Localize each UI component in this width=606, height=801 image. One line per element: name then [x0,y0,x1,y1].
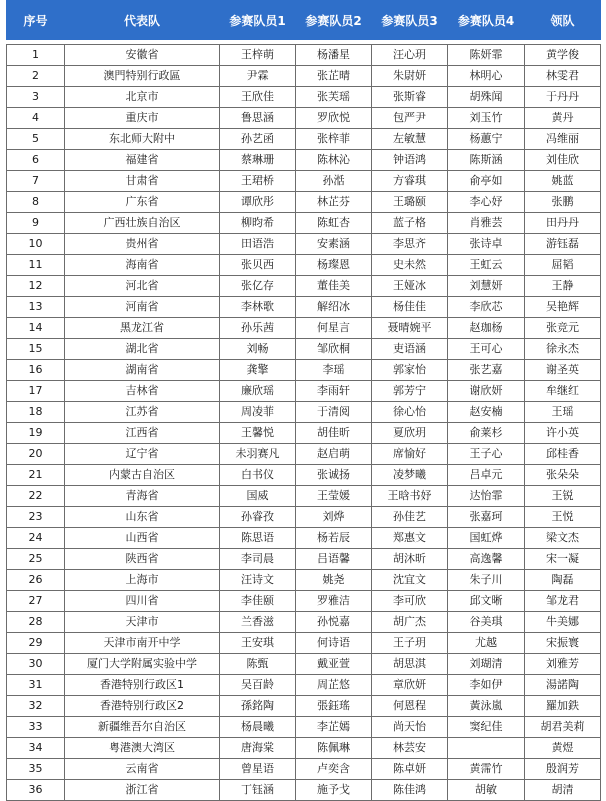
cell-team: 天津市 [65,612,220,633]
cell-member-4: 陈斯涵 [448,150,525,171]
header-member-2: 参赛队员2 [296,1,372,40]
cell-leader: 牛美娜 [525,612,601,633]
table-row [7,129,601,150]
cell-member-2: 杨璨恩 [296,255,372,276]
cell-team: 安徽省 [65,45,220,66]
table-row [7,549,601,570]
cell-index: 7 [7,171,65,192]
cell-member-2: 李雨轩 [296,381,372,402]
cell-index: 12 [7,276,65,297]
cell-leader: 刘佳欣 [525,150,601,171]
table-row [7,108,601,129]
cell-member-1: 尹霖 [220,66,296,87]
cell-leader: 梁文杰 [525,528,601,549]
cell-index: 17 [7,381,65,402]
cell-leader: 张鹏 [525,192,601,213]
cell-member-2: 姚尧 [296,570,372,591]
table-row [7,234,601,255]
cell-leader: 许小英 [525,423,601,444]
cell-member-4: 俞莱杉 [448,423,525,444]
cell-leader: 胡君美莉 [525,717,601,738]
cell-member-4: 胡殊闻 [448,87,525,108]
cell-team: 内蒙古自治区 [65,465,220,486]
cell-member-1: 吴百龄 [220,675,296,696]
cell-member-4: 朱子川 [448,570,525,591]
cell-member-3: 陈卓妍 [372,759,448,780]
cell-member-2: 李芷嫣 [296,717,372,738]
cell-member-2: 孙悦嘉 [296,612,372,633]
cell-leader: 王静 [525,276,601,297]
cell-leader: 邹龙君 [525,591,601,612]
cell-index: 2 [7,66,65,87]
table-row [7,45,601,66]
cell-index: 29 [7,633,65,654]
cell-member-2: 何星言 [296,318,372,339]
cell-member-3: 胡沐昕 [372,549,448,570]
table-row [7,507,601,528]
cell-member-2: 李瑶 [296,360,372,381]
cell-member-3: 章欣妍 [372,675,448,696]
cell-member-3: 孙佳艺 [372,507,448,528]
cell-member-4: 李心妤 [448,192,525,213]
cell-member-1: 张亿存 [220,276,296,297]
cell-team: 上海市 [65,570,220,591]
cell-member-4: 王虹云 [448,255,525,276]
cell-member-4: 高逸馨 [448,549,525,570]
cell-member-2: 罗雅洁 [296,591,372,612]
cell-leader: 于丹丹 [525,87,601,108]
cell-member-4: 张嘉珂 [448,507,525,528]
cell-leader: 殷润芳 [525,759,601,780]
header-member-4: 参赛队员4 [448,1,525,40]
cell-leader: 屈韬 [525,255,601,276]
table-row [7,717,601,738]
cell-member-3: 李可欣 [372,591,448,612]
cell-team: 山东省 [65,507,220,528]
cell-member-3: 凌梦曦 [372,465,448,486]
cell-member-4: 邱文晰 [448,591,525,612]
cell-member-1: 龚擎 [220,360,296,381]
cell-index: 15 [7,339,65,360]
cell-team: 东北师大附中 [65,129,220,150]
cell-member-3: 方睿琪 [372,171,448,192]
cell-member-4: 黃泳嵐 [448,696,525,717]
cell-member-3: 郑惠文 [372,528,448,549]
header-index: 序号 [7,1,65,40]
cell-team: 福建省 [65,150,220,171]
cell-leader: 王瑶 [525,402,601,423]
cell-member-4: 王可心 [448,339,525,360]
cell-index: 20 [7,444,65,465]
cell-member-4 [448,738,525,759]
cell-member-4: 刘玉竹 [448,108,525,129]
cell-leader: 牟继红 [525,381,601,402]
cell-leader: 游钰磊 [525,234,601,255]
cell-index: 32 [7,696,65,717]
cell-member-1: 李佳颐 [220,591,296,612]
cell-member-3: 王璐颐 [372,192,448,213]
cell-leader: 张朵朵 [525,465,601,486]
cell-index: 1 [7,45,65,66]
cell-team: 江西省 [65,423,220,444]
table-row [7,360,601,381]
table-row [7,675,601,696]
cell-member-1: 兰香滋 [220,612,296,633]
cell-team: 天津市南开中学 [65,633,220,654]
cell-member-4: 谢欣妍 [448,381,525,402]
cell-member-4: 赵安楠 [448,402,525,423]
cell-member-1: 唐海棠 [220,738,296,759]
table-row [7,171,601,192]
cell-member-1: 王馨悦 [220,423,296,444]
cell-member-2: 戴亚萱 [296,654,372,675]
cell-member-1: 孙乐茜 [220,318,296,339]
header-member-3: 参赛队员3 [372,1,448,40]
table-row [7,759,601,780]
cell-member-1: 张贝西 [220,255,296,276]
cell-member-3: 史未然 [372,255,448,276]
cell-member-1: 孫銘陶 [220,696,296,717]
cell-member-3: 汪心玥 [372,45,448,66]
cell-team: 北京市 [65,87,220,108]
cell-index: 16 [7,360,65,381]
cell-member-4: 肖雅芸 [448,213,525,234]
cell-member-1: 周凌菲 [220,402,296,423]
cell-leader: 谢圣英 [525,360,601,381]
cell-team: 陕西省 [65,549,220,570]
table-body [7,40,601,801]
cell-member-2: 施予戈 [296,780,372,801]
cell-team: 香港特别行政区2 [65,696,220,717]
cell-member-4: 俞亭如 [448,171,525,192]
table-row [7,528,601,549]
cell-index: 9 [7,213,65,234]
cell-leader: 黄学俊 [525,45,601,66]
cell-team: 广西壮族自治区 [65,213,220,234]
table-row [7,612,601,633]
cell-team: 河北省 [65,276,220,297]
table-row [7,633,601,654]
cell-member-4: 吕卓元 [448,465,525,486]
cell-member-2: 陈虹杏 [296,213,372,234]
cell-member-1: 蔡琳珊 [220,150,296,171]
cell-member-1: 杨晨曦 [220,717,296,738]
cell-member-1: 丁钰涵 [220,780,296,801]
cell-member-2: 董佳美 [296,276,372,297]
table-row [7,444,601,465]
cell-index: 30 [7,654,65,675]
cell-member-2: 張鈺瑤 [296,696,372,717]
cell-index: 34 [7,738,65,759]
cell-leader: 陶磊 [525,570,601,591]
cell-index: 8 [7,192,65,213]
cell-leader: 张竞元 [525,318,601,339]
roster-table [6,0,601,801]
cell-leader: 田丹丹 [525,213,601,234]
cell-member-2: 林芷芬 [296,192,372,213]
cell-team: 香港特别行政区1 [65,675,220,696]
cell-index: 4 [7,108,65,129]
cell-member-1: 柳昀希 [220,213,296,234]
header-member-1: 参赛队员1 [220,1,296,40]
cell-team: 澳門特别行政區 [65,66,220,87]
cell-leader: 王悦 [525,507,601,528]
table-row [7,192,601,213]
cell-member-1: 曾星语 [220,759,296,780]
cell-index: 11 [7,255,65,276]
cell-member-3: 胡思淇 [372,654,448,675]
cell-member-2: 张梓菲 [296,129,372,150]
cell-member-4: 窦纪佳 [448,717,525,738]
cell-member-2: 卢奕含 [296,759,372,780]
cell-leader: 羅加鉄 [525,696,601,717]
cell-member-1: 田语浩 [220,234,296,255]
cell-member-1: 陈思语 [220,528,296,549]
cell-team: 辽宁省 [65,444,220,465]
cell-member-4: 陈妍霏 [448,45,525,66]
cell-member-3: 张斯睿 [372,87,448,108]
cell-team: 青海省 [65,486,220,507]
cell-team: 贵州省 [65,234,220,255]
cell-leader: 冯维丽 [525,129,601,150]
cell-team: 云南省 [65,759,220,780]
cell-member-4: 刘慧妍 [448,276,525,297]
cell-member-3: 何恩程 [372,696,448,717]
cell-index: 5 [7,129,65,150]
cell-member-3: 钟语鸿 [372,150,448,171]
cell-member-3: 王娅冰 [372,276,448,297]
cell-member-2: 陈佩琳 [296,738,372,759]
table-row [7,381,601,402]
table-header-row [7,1,601,40]
cell-member-1: 陈甄 [220,654,296,675]
cell-index: 14 [7,318,65,339]
table-row [7,87,601,108]
cell-index: 3 [7,87,65,108]
cell-member-4: 尤越 [448,633,525,654]
cell-team: 四川省 [65,591,220,612]
cell-member-4: 达怡霏 [448,486,525,507]
cell-member-4: 国虹烨 [448,528,525,549]
cell-team: 甘肃省 [65,171,220,192]
cell-member-1: 汪诗文 [220,570,296,591]
roster-table-container [6,0,600,801]
cell-member-4: 黄霈竹 [448,759,525,780]
cell-leader: 吴艳辉 [525,297,601,318]
cell-index: 18 [7,402,65,423]
table-row [7,654,601,675]
cell-team: 黑龙江省 [65,318,220,339]
cell-team: 海南省 [65,255,220,276]
cell-member-3: 席愉好 [372,444,448,465]
table-row [7,255,601,276]
cell-index: 25 [7,549,65,570]
table-row [7,696,601,717]
cell-member-3: 王晗书妤 [372,486,448,507]
cell-leader: 宋振寰 [525,633,601,654]
cell-member-3: 包严尹 [372,108,448,129]
cell-leader: 邱桂香 [525,444,601,465]
table-row [7,486,601,507]
cell-leader: 姚蓝 [525,171,601,192]
cell-member-4: 张艺嘉 [448,360,525,381]
cell-member-3: 陈佳鸿 [372,780,448,801]
cell-member-4: 杨蕙宁 [448,129,525,150]
table-row [7,402,601,423]
cell-leader: 王锐 [525,486,601,507]
cell-member-2: 周芷悠 [296,675,372,696]
cell-index: 21 [7,465,65,486]
cell-member-2: 解绍冰 [296,297,372,318]
cell-leader: 林雯君 [525,66,601,87]
table-row [7,318,601,339]
cell-member-1: 孙艺函 [220,129,296,150]
cell-member-3: 李思齐 [372,234,448,255]
cell-member-3: 夏欣玥 [372,423,448,444]
cell-team: 吉林省 [65,381,220,402]
cell-member-1: 刘畅 [220,339,296,360]
cell-member-3: 左敏慧 [372,129,448,150]
cell-member-2: 刘烨 [296,507,372,528]
cell-leader: 黄煜 [525,738,601,759]
cell-member-2: 何诗语 [296,633,372,654]
cell-index: 28 [7,612,65,633]
cell-index: 19 [7,423,65,444]
cell-team: 新疆维吾尔自治区 [65,717,220,738]
cell-member-3: 尚天怡 [372,717,448,738]
table-row [7,213,601,234]
cell-member-3: 吏语涵 [372,339,448,360]
cell-member-3: 沈宜文 [372,570,448,591]
cell-member-2: 孙湉 [296,171,372,192]
cell-member-2: 邹欣桐 [296,339,372,360]
cell-member-3: 蓝子格 [372,213,448,234]
cell-member-1: 王安琪 [220,633,296,654]
cell-member-1: 李司晨 [220,549,296,570]
cell-member-3: 郭家怡 [372,360,448,381]
header-leader: 领队 [525,1,601,40]
cell-leader: 胡清 [525,780,601,801]
table-row [7,423,601,444]
cell-member-4: 王子心 [448,444,525,465]
cell-team: 重庆市 [65,108,220,129]
cell-member-1: 白书仪 [220,465,296,486]
cell-member-1: 王珺桥 [220,171,296,192]
cell-member-2: 安素涵 [296,234,372,255]
cell-member-1: 廉欣瑶 [220,381,296,402]
cell-leader: 湯諾陶 [525,675,601,696]
cell-index: 22 [7,486,65,507]
cell-member-2: 张诚扬 [296,465,372,486]
cell-member-1: 李林歌 [220,297,296,318]
cell-leader: 黄丹 [525,108,601,129]
cell-member-2: 杨若辰 [296,528,372,549]
cell-index: 31 [7,675,65,696]
cell-index: 24 [7,528,65,549]
cell-leader: 刘雅芳 [525,654,601,675]
cell-member-4: 李欣芯 [448,297,525,318]
cell-member-2: 胡佳昕 [296,423,372,444]
cell-index: 23 [7,507,65,528]
cell-member-4: 林明心 [448,66,525,87]
cell-member-4: 谷美琪 [448,612,525,633]
cell-member-1: 孙睿孜 [220,507,296,528]
table-row [7,339,601,360]
cell-index: 26 [7,570,65,591]
cell-member-2: 张芷晴 [296,66,372,87]
cell-index: 36 [7,780,65,801]
cell-index: 10 [7,234,65,255]
cell-member-2: 于清阅 [296,402,372,423]
cell-member-3: 郭芳宁 [372,381,448,402]
table-row [7,465,601,486]
cell-team: 广东省 [65,192,220,213]
cell-member-2: 罗欣悦 [296,108,372,129]
table-row [7,570,601,591]
cell-member-4: 胡敏 [448,780,525,801]
cell-member-2: 杨潘星 [296,45,372,66]
cell-member-3: 王子玥 [372,633,448,654]
cell-member-2: 陈林沁 [296,150,372,171]
cell-member-2: 张芙瑶 [296,87,372,108]
cell-team: 浙江省 [65,780,220,801]
table-row [7,297,601,318]
header-team: 代表队 [65,1,220,40]
table-row [7,591,601,612]
table-row [7,150,601,171]
cell-member-2: 王莹媛 [296,486,372,507]
cell-member-4: 刘瑚清 [448,654,525,675]
cell-index: 27 [7,591,65,612]
cell-team: 湖南省 [65,360,220,381]
cell-member-3: 聂晴婉平 [372,318,448,339]
cell-member-1: 谭欣彤 [220,192,296,213]
cell-member-3: 林芸安 [372,738,448,759]
cell-index: 35 [7,759,65,780]
cell-member-1: 鲁思涵 [220,108,296,129]
cell-leader: 宋一凝 [525,549,601,570]
cell-team: 河南省 [65,297,220,318]
table-row [7,276,601,297]
cell-member-4: 张诗卓 [448,234,525,255]
cell-index: 33 [7,717,65,738]
cell-index: 13 [7,297,65,318]
cell-member-1: 未羽赛凡 [220,444,296,465]
cell-team: 湖北省 [65,339,220,360]
cell-member-3: 杨佳佳 [372,297,448,318]
cell-leader: 徐永杰 [525,339,601,360]
cell-member-3: 胡广杰 [372,612,448,633]
cell-team: 粤港澳大湾区 [65,738,220,759]
table-row [7,66,601,87]
cell-team: 山西省 [65,528,220,549]
cell-member-1: 国威 [220,486,296,507]
cell-member-1: 王欣佳 [220,87,296,108]
cell-member-2: 吕语馨 [296,549,372,570]
cell-member-3: 徐心怡 [372,402,448,423]
cell-member-3: 朱尉妍 [372,66,448,87]
cell-index: 6 [7,150,65,171]
cell-team: 厦门大学附属实验中学 [65,654,220,675]
cell-member-4: 李如伊 [448,675,525,696]
cell-member-4: 赵珈杨 [448,318,525,339]
cell-member-2: 赵启萌 [296,444,372,465]
cell-member-1: 王梓萌 [220,45,296,66]
table-row [7,738,601,759]
cell-team: 江苏省 [65,402,220,423]
